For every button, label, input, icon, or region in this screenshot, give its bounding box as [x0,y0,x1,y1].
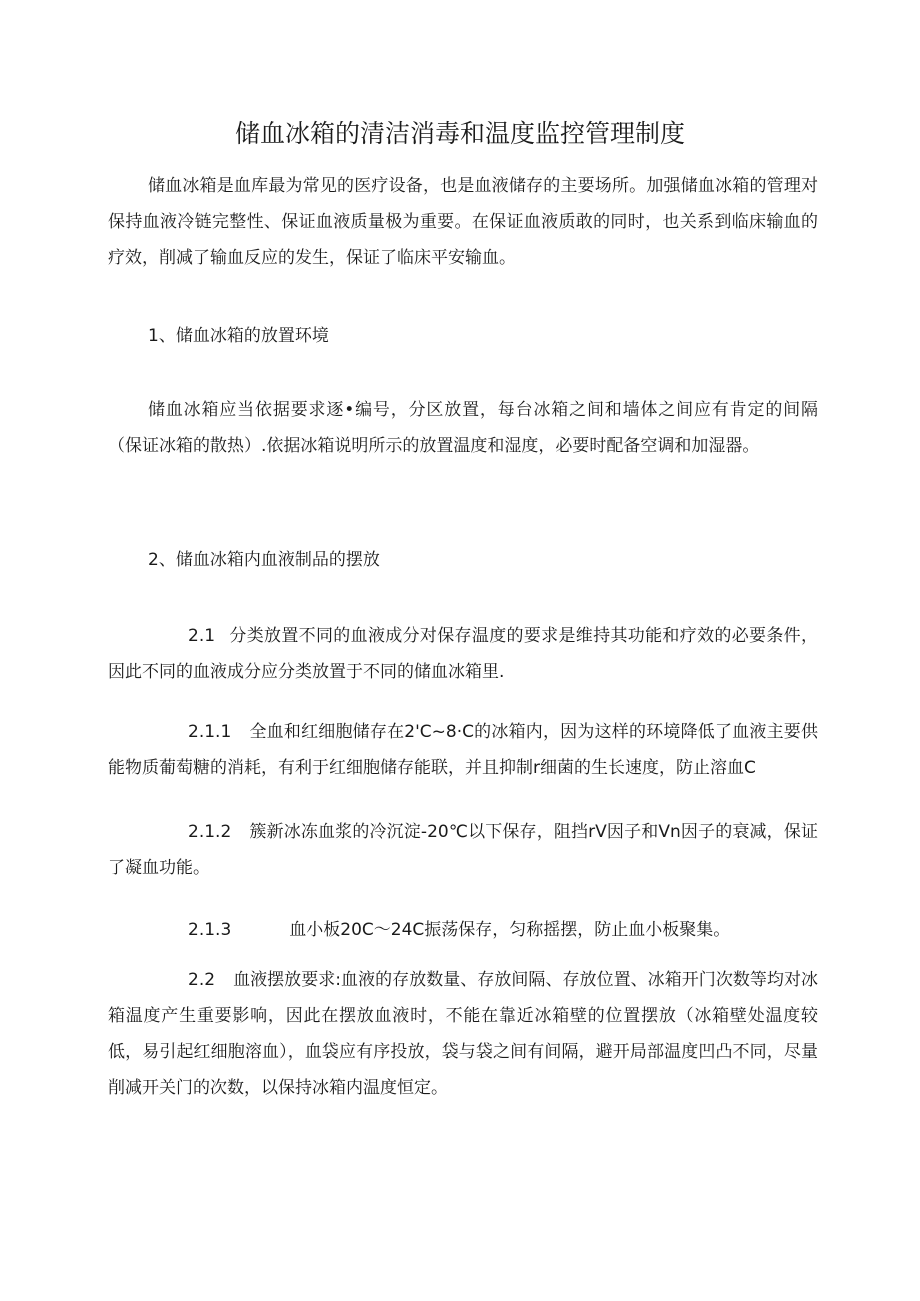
section-2-1-1-text: 全血和红细胞储存在2'C~8·C的冰箱内，因为这样的环境降低了血液主要供能物质葡萄糖的消耗，有利于红细胞储存能联，并且抑制r细菌的生长速度，防止溶血C [108,722,818,778]
section-2-1-2-number: 2.1.2 [188,822,232,842]
section-2-2-number: 2.2 [188,970,216,990]
section-2-1-1-number: 2.1.1 [188,722,232,742]
intro-paragraph: 储血冰箱是血库最为常见的医疗设备，也是血液储存的主要场所。加强储血冰箱的管理对保持血液冷链完整性、保证血液质量极为重要。在保证血液质敢的同时，也关系到临床输血的疗效，削减了输血反应的发生，保证了临床平安输血。 [108,176,818,268]
section-1-body: 储血冰箱应当依据要求逐•编号，分区放置，每台冰箱之间和墙体之间应有肯定的间隔（保证冰箱的散热）.依据冰箱说明所示的放置温度和湿度，必要时配备空调和加湿器。 [108,400,818,456]
document-title: 储血冰箱的清洁消毒和温度监控管理制度 [234,119,685,148]
section-2-2-paragraph [108,962,818,1106]
section-2-1-number: 2.1 [188,626,216,646]
section-2-1-3-number: 2.1.3 [188,920,232,940]
section-2-1-text: 分类放置不同的血液成分对保存温度的要求是维持其功能和疗效的必要条件，因此不同的血液成分应分类放置于不同的储血冰箱里. [108,626,818,682]
section-2-1-3-paragraph [108,912,818,948]
section-2-1-paragraph [108,618,818,690]
section-2-heading: 2、储血冰箱内血液制品的摆放 [148,550,380,570]
section-2-1-2-text: 簇新冰冻血浆的冷沉淀-20℃以下保存，阻挡rV因子和Vn因子的衰减，保证了凝血功能。 [108,822,818,878]
section-2-1-2-paragraph [108,814,818,886]
section-2-2-text: 血液摆放要求:血液的存放数量、存放间隔、存放位置、冰箱开门次数等均对冰箱温度产生重要影响，因此在摆放血液时，不能在靠近冰箱壁的位置摆放（冰箱壁处温度较低，易引起红细胞溶血），血袋应有序投放，袋与袋之间有间隔，避开局部温度凹凸不同，尽量削减开关门的次数，以保持冰箱内温度恒定。 [108,970,818,1098]
section-1-heading: 1、储血冰箱的放置环境 [148,326,329,346]
section-2-1-3-text: 血小板20C～24C振荡保存，匀称摇摆，防止血小板聚集。 [289,920,731,940]
section-2-1-1-paragraph [108,714,818,786]
